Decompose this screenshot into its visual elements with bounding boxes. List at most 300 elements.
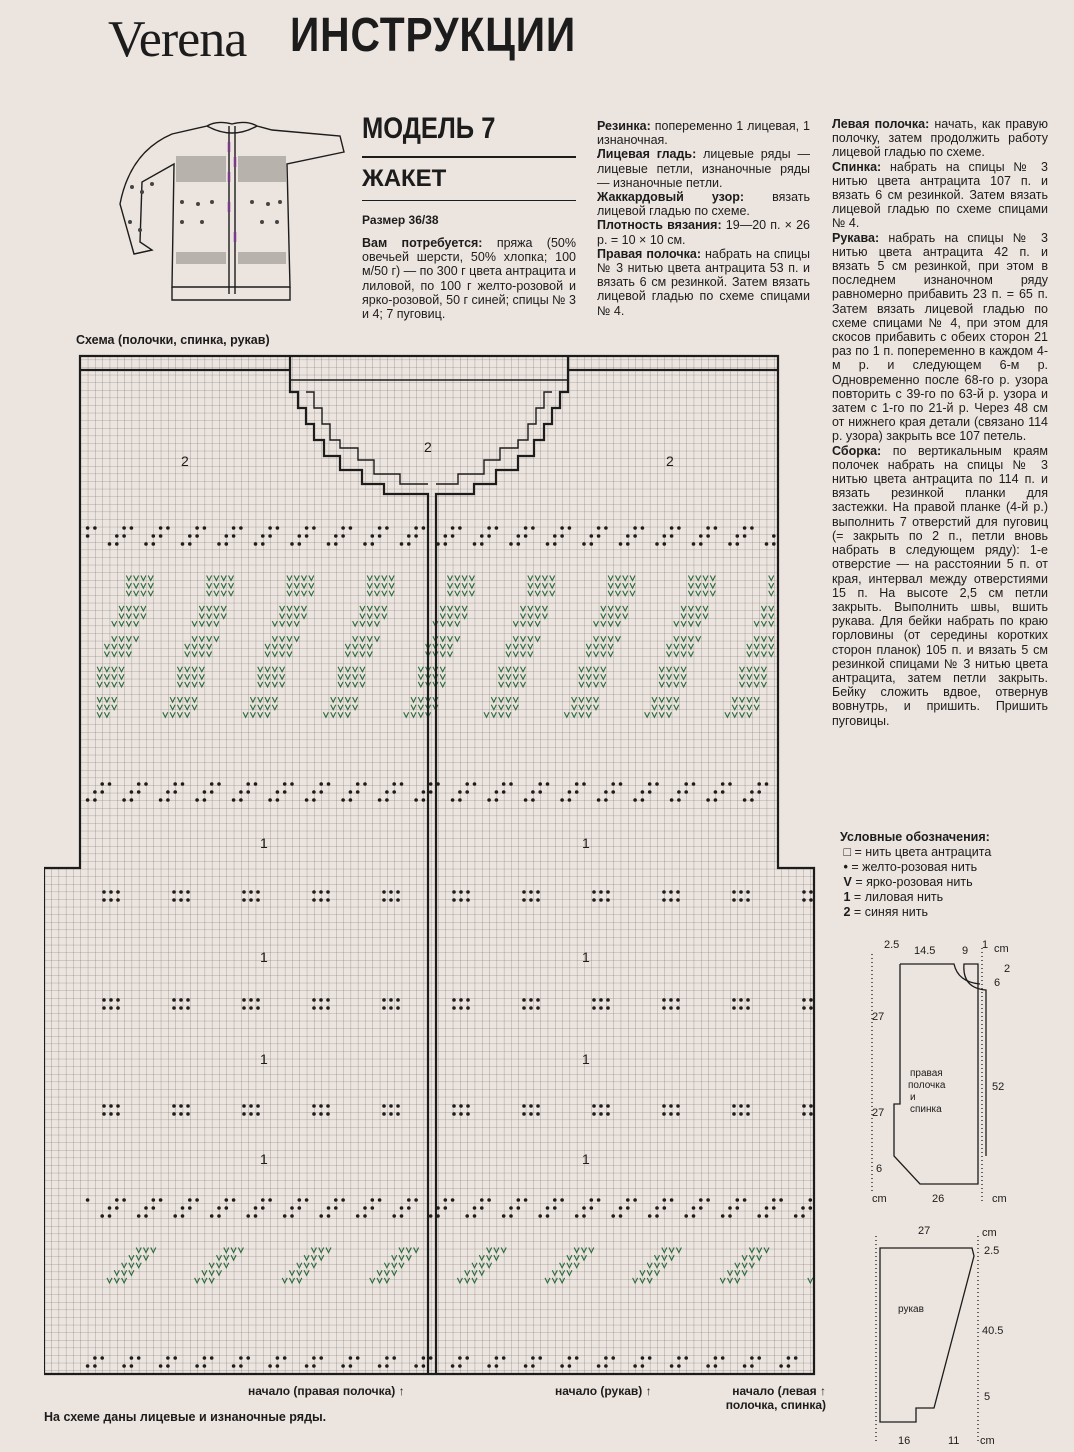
dot-stitch (256, 1006, 260, 1010)
dot-stitch (108, 542, 112, 546)
dot-stitch (809, 1112, 813, 1116)
dot-stitch (305, 1198, 309, 1202)
dot-stitch (757, 1356, 761, 1360)
dot-stitch (648, 782, 652, 786)
dot-stitch (363, 542, 367, 546)
dot-stitch (706, 526, 710, 530)
dot-stitch (458, 790, 462, 794)
model-title: МОДЕЛЬ 7 (362, 112, 496, 145)
dot-stitch (531, 1364, 535, 1368)
dot-stitch (256, 890, 260, 894)
dimension-label: 52 (992, 1081, 1005, 1093)
dot-stitch (195, 798, 199, 802)
dot-stitch (109, 998, 113, 1002)
dimension-label: 2.5 (884, 939, 900, 951)
dot-stitch (319, 1112, 323, 1116)
instruction-label: Спинка: (832, 159, 882, 174)
dot-stitch (181, 542, 185, 546)
dot-stitch (396, 998, 400, 1002)
dot-stitch (93, 1356, 97, 1360)
dot-stitch (108, 1206, 112, 1210)
dot-stitch (524, 798, 528, 802)
dot-stitch (152, 542, 156, 546)
dot-stitch (809, 998, 813, 1002)
dimension-label: 2 (1004, 963, 1011, 975)
legend-text: = ярко-розовая нить (855, 875, 973, 889)
dot-stitch (779, 526, 783, 530)
dot-stitch (677, 526, 681, 530)
dot-stitch (626, 534, 630, 538)
dot-stitch (677, 1356, 681, 1360)
dot-stitch (676, 1006, 680, 1010)
dot-stitch (611, 790, 615, 794)
dot-stitch (382, 898, 386, 902)
dot-stitch (232, 526, 236, 530)
dot-stitch (232, 798, 236, 802)
dot-stitch (538, 790, 542, 794)
scheme-title: Схема (полочки, спинка, рукав) (76, 333, 270, 347)
dot-stitch (466, 1104, 470, 1108)
dot-stitch (592, 898, 596, 902)
dimension-label: 40.5 (982, 1325, 1004, 1337)
dot-stitch (195, 1364, 199, 1368)
dot-stitch (195, 534, 199, 538)
dot-stitch (714, 1356, 718, 1360)
dot-stitch (276, 1364, 280, 1368)
dot-stitch (407, 542, 411, 546)
v-stitch (815, 1278, 820, 1283)
instruction-paragraph (597, 190, 810, 218)
instruction-text: набрать на спицы № 3 нитью цвета антрацита 53 п. и вязать 6 см резинкой. Затем вязать лицевой гладью по схеме спицами № 4. (597, 246, 810, 318)
dot-stitch (816, 890, 820, 894)
dot-stitch (181, 782, 185, 786)
dot-stitch (802, 998, 806, 1002)
dot-stitch (451, 534, 455, 538)
dot-stitch (568, 790, 572, 794)
instruction-text: по вертикальным краям полочек набрать на спицы № 3 нитью цвета антрацита по 114 п. и вязать резинкой планки для застежки. На правой планке (4-й р.) выполнить 7 отверстий для пуговиц (= закрыть по 2 п., петли вновь набрать в следующем ряду): 1-е отверстие — на расстоянии 5 п. от края, интервал между отверстиями 15 п. На высоте 2,5 см петли закрыть. Выполнить швы, вшить рукава. Для бейки набрать по краю горловины (от середины коротких сторон планок) 105 п. и вязать 5 см резинкой спицами № 3 нитью цвета антрацита, затем петли закрыть. Бейку сложить вдвое, отвернув вовнутрь, и пришить. Пришить пуговицы. (832, 443, 1048, 728)
dot-stitch (389, 898, 393, 902)
legend-text: = нить цвета антрацита (854, 845, 992, 859)
dot-stitch (524, 526, 528, 530)
dot-stitch (536, 1112, 540, 1116)
dot-stitch (739, 1104, 743, 1108)
dot-stitch (382, 890, 386, 894)
unit-label: cm (872, 1193, 887, 1205)
dot-stitch (319, 1006, 323, 1010)
dot-stitch (144, 542, 148, 546)
dot-stitch (179, 1112, 183, 1116)
dot-stitch (459, 1104, 463, 1108)
dot-stitch (217, 782, 221, 786)
dot-stitch (582, 542, 586, 546)
dot-stitch (480, 1198, 484, 1202)
dimension-label: 14.5 (914, 945, 936, 957)
dot-stitch (422, 526, 426, 530)
dot-stitch (232, 1198, 236, 1202)
dot-stitch (261, 542, 265, 546)
dot-stitch (225, 542, 229, 546)
dot-stitch (517, 1206, 521, 1210)
dot-stitch (466, 1112, 470, 1116)
dot-stitch (414, 1364, 418, 1368)
dot-stitch (172, 898, 176, 902)
dot-stitch (396, 898, 400, 902)
dot-stitch (152, 534, 156, 538)
dot-stitch (172, 1104, 176, 1108)
dot-stitch (283, 1356, 287, 1360)
dot-stitch (382, 1006, 386, 1010)
dot-stitch (172, 1006, 176, 1010)
dot-stitch (334, 534, 338, 538)
dot-stitch (210, 790, 214, 794)
dot-stitch (144, 782, 148, 786)
dot-stitch (816, 798, 820, 802)
dot-stitch (626, 542, 630, 546)
dot-stitch (186, 998, 190, 1002)
dot-stitch (283, 790, 287, 794)
dot-stitch (268, 526, 272, 530)
dot-stitch (249, 1112, 253, 1116)
dot-stitch (261, 534, 265, 538)
dot-stitch (743, 1198, 747, 1202)
dot-stitch (779, 1198, 783, 1202)
dot-stitch (606, 890, 610, 894)
dot-stitch (765, 542, 769, 546)
dot-stitch (389, 998, 393, 1002)
dot-stitch (186, 1112, 190, 1116)
dot-stitch (670, 798, 674, 802)
arrow-up-icon: ↑ (398, 1384, 405, 1398)
zone-label: 1 (582, 1051, 590, 1067)
legend-symbol: • (843, 860, 848, 874)
dot-stitch (86, 1364, 90, 1368)
dot-stitch (179, 1104, 183, 1108)
dot-stitch (787, 790, 791, 794)
dot-stitch (721, 1356, 725, 1360)
dot-stitch (522, 1112, 526, 1116)
dot-stitch (676, 1104, 680, 1108)
dot-stitch (509, 1206, 513, 1210)
dot-stitch (560, 526, 564, 530)
dot-stitch (592, 1006, 596, 1010)
arrow-up-icon: ↑ (645, 1384, 652, 1398)
dot-stitch (553, 542, 557, 546)
dot-stitch (590, 542, 594, 546)
dot-stitch (746, 890, 750, 894)
dot-stitch (676, 1112, 680, 1116)
dot-stitch (172, 998, 176, 1002)
dot-stitch (407, 1206, 411, 1210)
unit-label: cm (982, 1227, 997, 1239)
dot-stitch (714, 798, 718, 802)
dot-stitch (765, 782, 769, 786)
dot-stitch (217, 542, 221, 546)
dot-stitch (319, 790, 323, 794)
dot-stitch (283, 782, 287, 786)
dot-stitch (385, 790, 389, 794)
dot-stitch (130, 526, 134, 530)
start-right-label (248, 1384, 405, 1398)
dot-stitch (592, 890, 596, 894)
dot-stitch (465, 1214, 469, 1218)
unit-label: cm (980, 1435, 995, 1447)
dot-stitch (203, 526, 207, 530)
dot-stitch (816, 1198, 820, 1202)
legend-symbol: 2 (843, 905, 851, 919)
dot-stitch (597, 1198, 601, 1202)
instruction-paragraph (597, 218, 810, 246)
dot-stitch (195, 526, 199, 530)
dot-stitch (382, 1104, 386, 1108)
dot-stitch (662, 1006, 666, 1010)
dot-stitch (809, 534, 813, 538)
dot-stitch (159, 526, 163, 530)
dot-stitch (312, 798, 316, 802)
dot-stitch (382, 1112, 386, 1116)
zone-label: 2 (424, 439, 432, 455)
dot-stitch (319, 998, 323, 1002)
instruction-text: набрать на спицы № 3 нитью цвета антрацита 42 п. и вязать 5 см резинкой, при этом в последнем изнаночном ряду равномерно прибавить 23 п. = 65 п. Затем вязать лицевой гладью по схеме спицами № 4, при этом для скосов прибавить с обеих сторон 21 раз по 1 п. попеременно в каждом 4-м р. и следующем 6-м р. Одновременно после 68-го р. узора повторить с 39-го по 63-й р. узора и затем с 1-го по 21-й р. Через 48 см от нижнего края детали (связано 114 р. узора) закрыть все 107 петель. (832, 230, 1048, 444)
dimension-label: 11 (948, 1435, 960, 1447)
dot-stitch (495, 798, 499, 802)
dot-stitch (692, 542, 696, 546)
dot-stitch (721, 782, 725, 786)
dot-stitch (599, 1112, 603, 1116)
dot-stitch (319, 782, 323, 786)
dot-stitch (232, 534, 236, 538)
dot-stitch (538, 1214, 542, 1218)
dot-stitch (606, 1104, 610, 1108)
dot-stitch (794, 790, 798, 794)
dot-stitch (305, 526, 309, 530)
dot-stitch (699, 1206, 703, 1210)
dot-stitch (298, 1198, 302, 1202)
instruction-label: Правая полочка: (597, 246, 701, 261)
dot-stitch (606, 1006, 610, 1010)
dot-stitch (641, 1356, 645, 1360)
dot-stitch (188, 1206, 192, 1210)
dot-stitch (669, 1006, 673, 1010)
dot-stitch (473, 782, 477, 786)
dot-stitch (137, 790, 141, 794)
dot-stitch (86, 1198, 90, 1202)
dot-stitch (809, 542, 813, 546)
divider (362, 156, 576, 158)
dot-stitch (268, 798, 272, 802)
dot-stitch (172, 1112, 176, 1116)
dot-stitch (633, 1364, 637, 1368)
dot-stitch (102, 1112, 106, 1116)
dot-stitch (466, 998, 470, 1002)
dot-stitch (524, 1364, 528, 1368)
dimension-label: 26 (932, 1193, 945, 1205)
dot-stitch (611, 782, 615, 786)
arrow-up-icon: ↑ (820, 1384, 826, 1398)
dot-stitch (502, 1214, 506, 1218)
dot-stitch (254, 542, 258, 546)
dot-stitch (392, 1356, 396, 1360)
dot-stitch (750, 1356, 754, 1360)
dot-stitch (86, 526, 90, 530)
dot-stitch (765, 1206, 769, 1210)
dot-stitch (575, 1356, 579, 1360)
dot-stitch (385, 798, 389, 802)
dot-stitch (787, 526, 791, 530)
dot-stitch (739, 890, 743, 894)
dot-stitch (779, 1364, 783, 1368)
dot-stitch (721, 790, 725, 794)
dot-stitch (93, 790, 97, 794)
dot-stitch (93, 1364, 97, 1368)
dot-stitch (159, 534, 163, 538)
dot-stitch (217, 1206, 221, 1210)
dot-stitch (458, 1356, 462, 1360)
dot-stitch (684, 1356, 688, 1360)
legend (840, 830, 991, 920)
dot-stitch (179, 998, 183, 1002)
dot-stitch (249, 998, 253, 1002)
dot-stitch (276, 790, 280, 794)
dot-stitch (604, 1364, 608, 1368)
dot-stitch (619, 542, 623, 546)
start-sleeve-label (555, 1384, 652, 1398)
dot-stitch (290, 542, 294, 546)
instruction-text: вязать лицевой гладью по схеме. (597, 190, 811, 219)
instruction-paragraph (832, 160, 1048, 231)
dot-stitch (341, 1198, 345, 1202)
instruction-text: 19—20 п. × 26 р. = 10 × 10 см. (597, 218, 810, 247)
dot-stitch (396, 1112, 400, 1116)
dot-stitch (529, 1006, 533, 1010)
dot-stitch (341, 534, 345, 538)
dot-stitch (334, 1198, 338, 1202)
dot-stitch (531, 798, 535, 802)
dot-stitch (122, 798, 126, 802)
dot-stitch (459, 898, 463, 902)
dot-stitch (619, 782, 623, 786)
dot-stitch (487, 1198, 491, 1202)
dot-stitch (122, 534, 126, 538)
instruction-label: Резинка: (597, 119, 651, 133)
dot-stitch (619, 1214, 623, 1218)
dot-stitch (188, 534, 192, 538)
dot-stitch (319, 1104, 323, 1108)
dot-stitch (429, 782, 433, 786)
dot-stitch (732, 1104, 736, 1108)
dot-stitch (385, 526, 389, 530)
dot-stitch (422, 790, 426, 794)
dot-stitch (102, 890, 106, 894)
dot-stitch (522, 1104, 526, 1108)
dot-stitch (93, 798, 97, 802)
dot-stitch (531, 790, 535, 794)
dot-stitch (772, 542, 776, 546)
dot-stitch (663, 1198, 667, 1202)
dot-stitch (290, 1206, 294, 1210)
legend-item (840, 875, 991, 890)
instruction-text: начать, как правую полочку, затем продолжить работу лицевой гладью по схеме. (832, 117, 1048, 160)
brand-logo: Verena (108, 11, 247, 68)
dot-stitch (276, 1356, 280, 1360)
dot-stitch (186, 1104, 190, 1108)
dot-stitch (553, 1198, 557, 1202)
dot-stitch (536, 890, 540, 894)
dot-stitch (459, 1006, 463, 1010)
dot-stitch (670, 1198, 674, 1202)
footnote: На схеме даны лицевые и изнаночные ряды. (44, 1410, 327, 1424)
dot-stitch (312, 1356, 316, 1360)
dot-stitch (757, 782, 761, 786)
dot-stitch (597, 1364, 601, 1368)
dot-stitch (242, 898, 246, 902)
dot-stitch (787, 1356, 791, 1360)
dot-stitch (429, 790, 433, 794)
dot-stitch (536, 898, 540, 902)
dot-stitch (538, 1356, 542, 1360)
dot-stitch (326, 998, 330, 1002)
dot-stitch (597, 798, 601, 802)
dot-stitch (592, 998, 596, 1002)
dot-stitch (225, 1198, 229, 1202)
dot-stitch (641, 1364, 645, 1368)
dot-stitch (816, 526, 820, 530)
dot-stitch (312, 1364, 316, 1368)
dot-stitch (611, 1214, 615, 1218)
dot-stitch (109, 898, 113, 902)
dot-stitch (186, 1006, 190, 1010)
dot-stitch (787, 1364, 791, 1368)
body-pattern-diagram (862, 934, 1062, 1206)
dot-stitch (173, 782, 177, 786)
dot-stitch (371, 1198, 375, 1202)
dot-stitch (93, 526, 97, 530)
dot-stitch (538, 782, 542, 786)
dot-stitch (122, 1198, 126, 1202)
dot-stitch (137, 1214, 141, 1218)
legend-item (840, 860, 991, 875)
dot-stitch (312, 898, 316, 902)
dot-stitch (225, 1206, 229, 1210)
dot-stitch (356, 1356, 360, 1360)
dot-stitch (606, 998, 610, 1002)
dot-stitch (122, 526, 126, 530)
dot-stitch (327, 542, 331, 546)
dot-stitch (746, 1104, 750, 1108)
dot-stitch (115, 1206, 119, 1210)
zone-label: 1 (582, 835, 590, 851)
piece-label: и (910, 1092, 916, 1103)
dot-stitch (444, 534, 448, 538)
dot-stitch (392, 1214, 396, 1218)
dot-stitch (152, 1206, 156, 1210)
instruction-paragraph (597, 247, 810, 318)
dot-stitch (736, 1206, 740, 1210)
dot-stitch (728, 542, 732, 546)
dot-stitch (256, 1104, 260, 1108)
dimension-label: 9 (962, 945, 969, 957)
dot-stitch (115, 542, 119, 546)
dot-stitch (560, 1198, 564, 1202)
dot-stitch (378, 798, 382, 802)
legend-item (840, 890, 991, 905)
dot-stitch (400, 542, 404, 546)
dot-stitch (641, 526, 645, 530)
dot-stitch (626, 1206, 630, 1210)
dot-stitch (371, 534, 375, 538)
dot-stitch (116, 1104, 120, 1108)
dot-stitch (249, 898, 253, 902)
dot-stitch (203, 790, 207, 794)
